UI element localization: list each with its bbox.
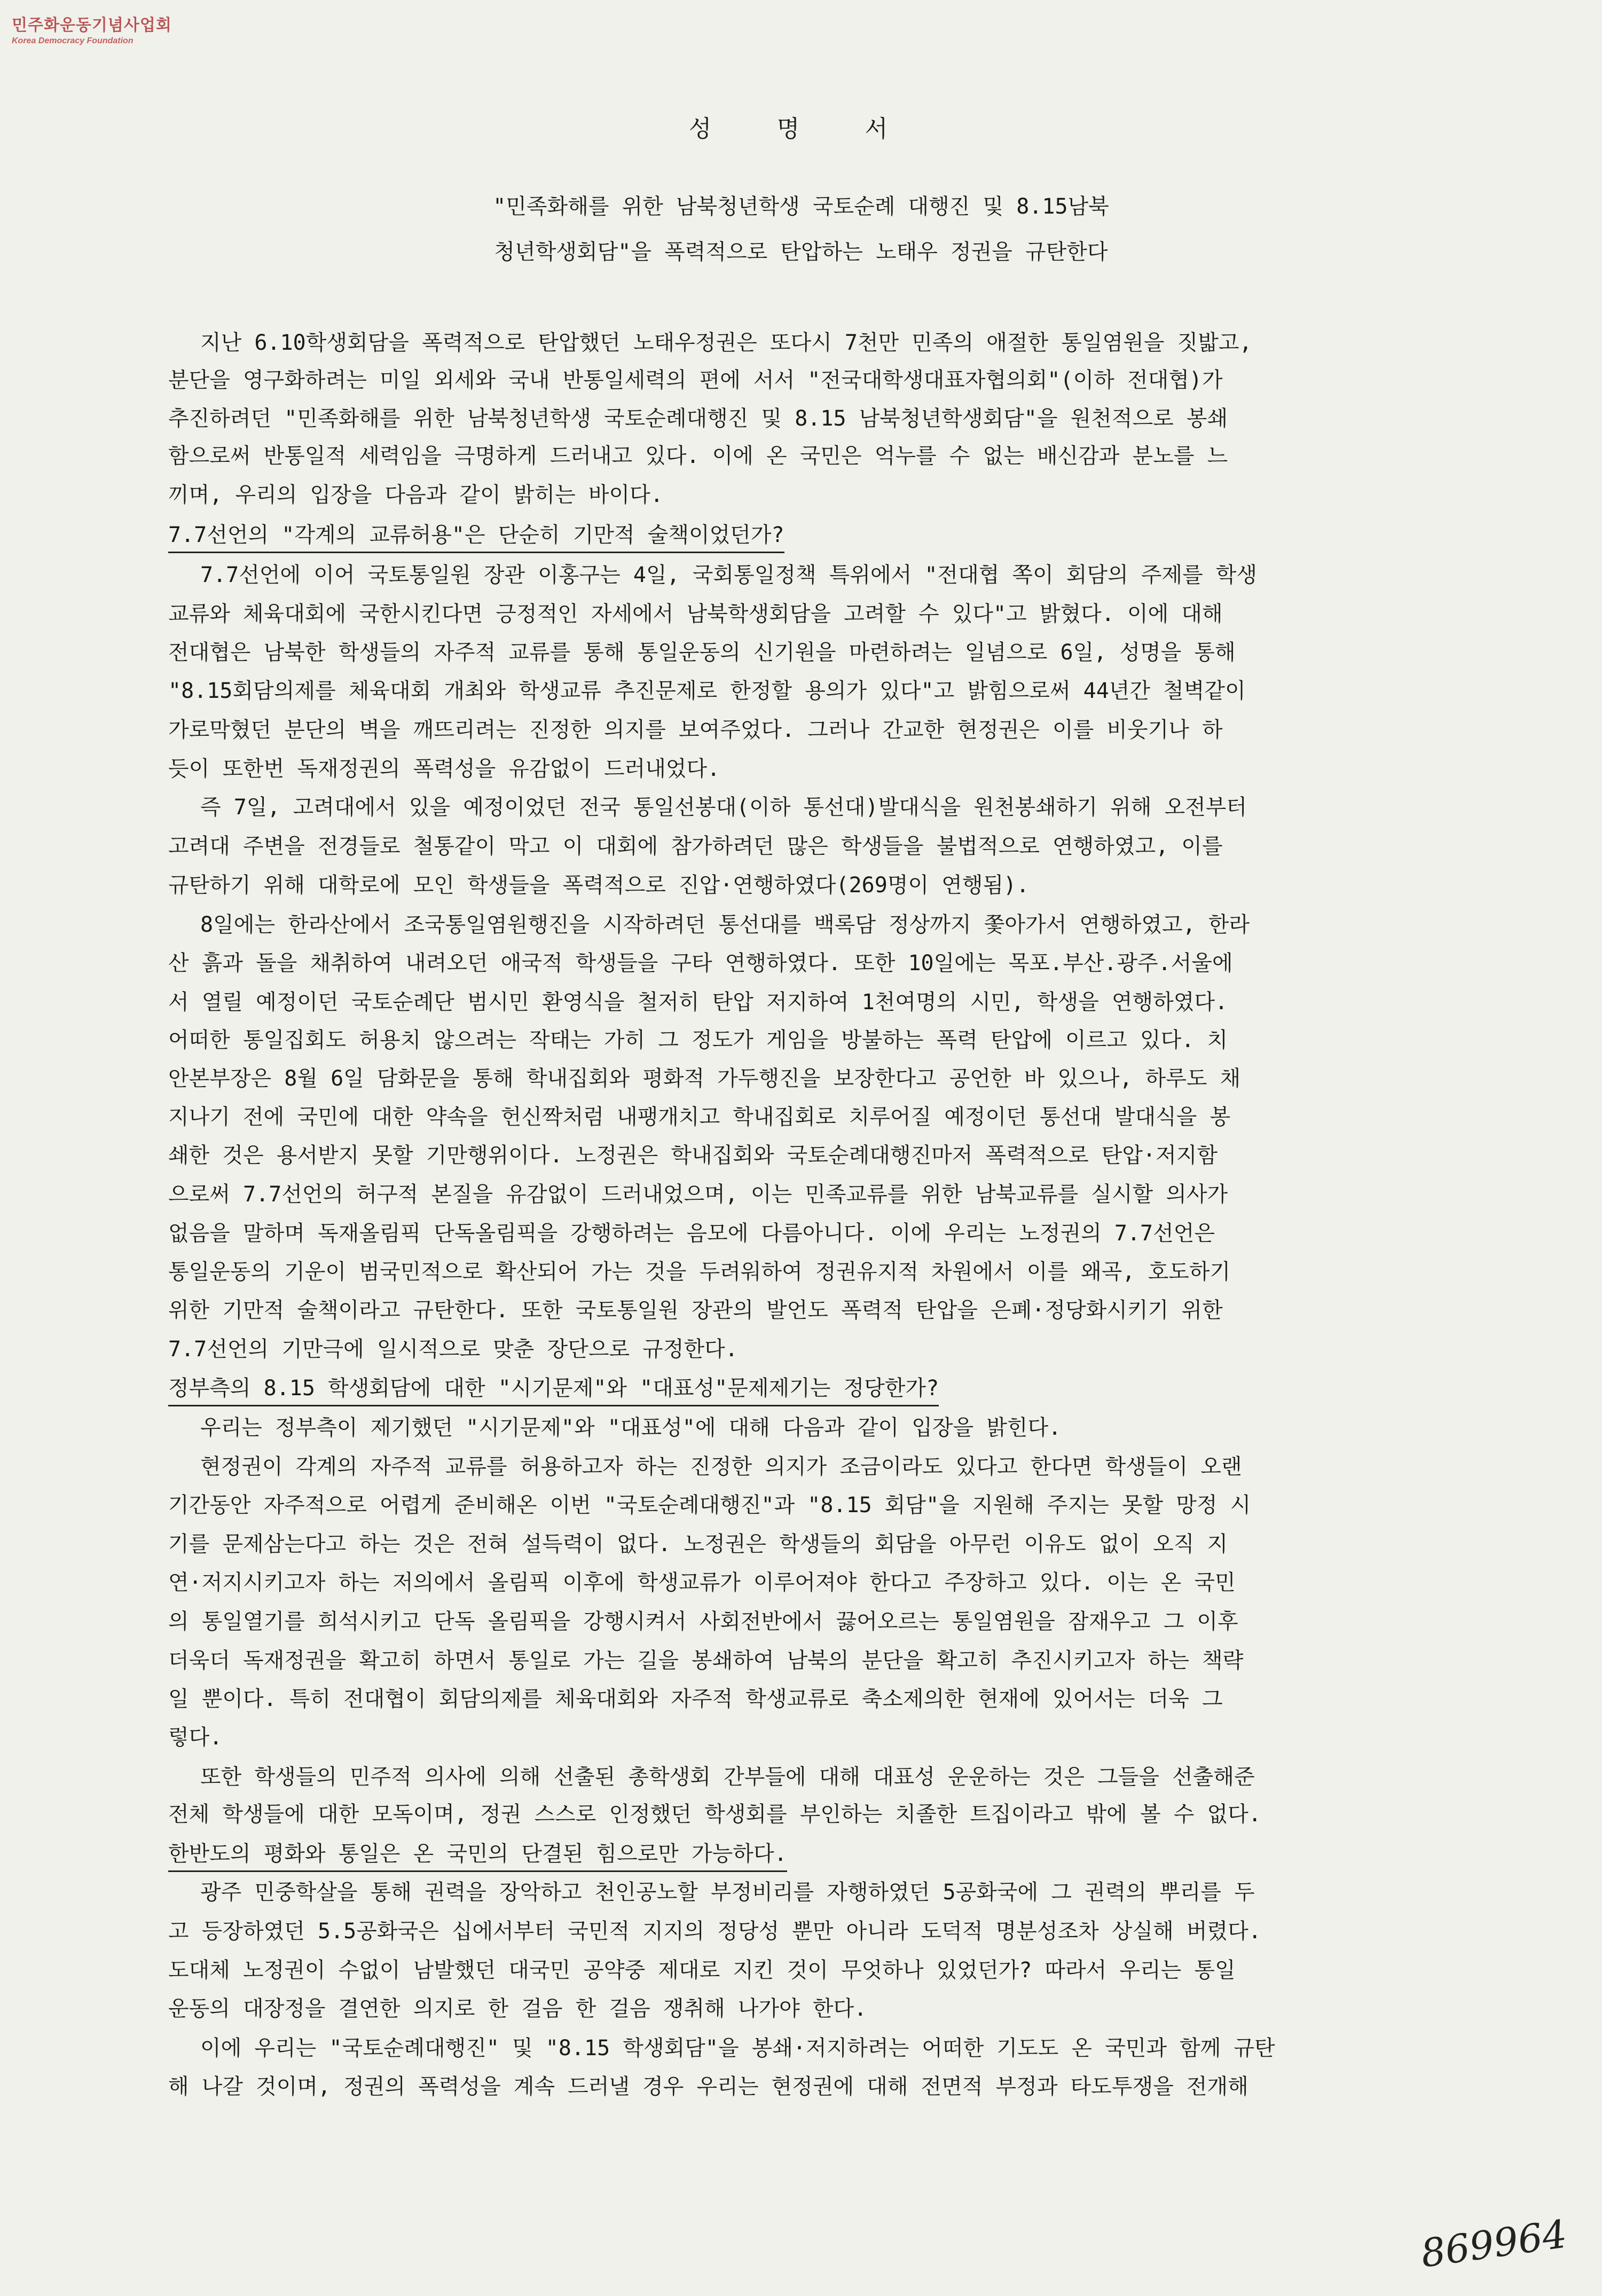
body-text-line: 위한 기만적 술책이라고 규탄한다. 또한 국토통일원 장관의 발언도 폭력적 탄압을 은폐·정당화시키기 위한 [168,1298,1223,1323]
body-text-line: 통일운동의 기운이 범국민적으로 확산되어 가는 것을 두려워하여 정권유지적 차원에서 이를 왜곡, 호도하기 [168,1260,1231,1284]
section-heading: 정부측의 8.15 학생회담에 대한 "시기문제"와 "대표성"문제제기는 정당한가? [168,1371,939,1406]
body-text-line: 쇄한 것은 용서받지 못할 기만행위이다. 노정권은 학내집회와 국토순례대행진마저 폭력적으로 탄압·저지함 [168,1143,1218,1168]
body-text-line: 연·저지시키고자 하는 저의에서 올림픽 이후에 학생교류가 이루어져야 한다고 주장하고 있다. 이는 온 국민 [168,1570,1236,1595]
body-text-line: 규탄하기 위해 대학로에 모인 학생들을 폭력적으로 진압·연행하였다(269명이 연행됨). [168,873,1030,898]
body-text-line: 우리는 정부측이 제기했던 "시기문제"와 "대표성"에 대해 다음과 같이 입장을 밝힌다. [200,1416,1062,1440]
body-text-line: 서 열릴 예정이던 국토순례단 범시민 환영식을 철저히 탄압 저지하여 1천여명의 시민, 학생을 연행하였다. [168,990,1228,1015]
body-text-line: 의 통일열기를 희석시키고 단독 올림픽을 강행시켜서 사회전반에서 끓어오르는 통일염원을 잠재우고 그 이후 [168,1609,1238,1634]
body-text-line: 지난 6.10학생회담을 폭력적으로 탄압했던 노태우정권은 또다시 7천만 민족의 애절한 통일염원을 짓밟고, [200,331,1252,355]
body-text-line: 기를 문제삼는다고 하는 것은 전혀 설득력이 없다. 노정권은 학생들의 회담을 아무런 이유도 없이 오직 지 [168,1532,1228,1556]
body-text-line: 고 등장하였던 5.5공화국은 십에서부터 국민적 지지의 정당성 뿐만 아니라 도덕적 명분성조차 상실해 버렸다. [168,1919,1261,1944]
archive-watermark-english: Korea Democracy Foundation [12,36,134,45]
body-text-line: 어떠한 통일집회도 허용치 않으려는 작태는 가히 그 정도가 게임을 방불하는 폭력 탄압에 이르고 있다. 치 [168,1028,1228,1052]
section-heading: 7.7선언의 "각계의 교류허용"은 단순히 기만적 술책이었던가? [168,518,784,553]
body-text-line: 운동의 대장정을 결연한 의지로 한 걸음 한 걸음 쟁취해 나가야 한다. [168,1996,867,2021]
body-text-line: 끼며, 우리의 입장을 다음과 같이 밝히는 바이다. [168,483,663,507]
body-text-line: 기간동안 자주적으로 어렵게 준비해온 이번 "국토순례대행진"과 "8.15 회담"을 지원해 주지는 못할 망정 시 [168,1493,1251,1517]
body-text-line: 현정권이 각계의 자주적 교류를 허용하고자 하는 진정한 의지가 조금이라도 있다고 한다면 학생들이 오랜 [200,1454,1242,1479]
body-text-line: 없음을 말하며 독재올림픽 단독올림픽을 강행하려는 음모에 다름아니다. 이에 우리는 노정권의 7.7선언은 [168,1221,1215,1246]
document-subtitle-line-2: 청년학생회담"을 폭력적으로 탄압하는 노태우 정권을 규탄한다 [494,240,1108,264]
body-text-line: 함으로써 반통일적 세력임을 극명하게 드러내고 있다. 이에 온 국민은 억누를 수 없는 배신감과 분노를 느 [168,444,1228,468]
body-text-line: 듯이 또한번 독재정권의 폭력성을 유감없이 드러내었다. [168,757,720,781]
body-text-line: 일 뿐이다. 특히 전대협이 회담의제를 체육대회와 자주적 학생교류로 축소제의한 현재에 있어서는 더욱 그 [168,1687,1223,1711]
handwritten-reference-number: 869964 [1418,2211,1570,2276]
body-text-line: 또한 학생들의 민주적 의사에 의해 선출된 총학생회 간부들에 대해 대표성 운운하는 것은 그들을 선출해준 [200,1765,1255,1789]
body-text-line: 추진하려던 "민족화해를 위한 남북청년학생 국토순례대행진 및 8.15 남북청년학생회담"을 원천적으로 봉쇄 [168,406,1228,431]
body-text-line: 즉 7일, 고려대에서 있을 예정이었던 전국 통일선봉대(이하 통선대)발대식을 원천봉쇄하기 위해 오전부터 [200,795,1247,820]
body-text-line: "8.15회담의제를 체육대회 개최와 학생교류 추진문제로 한정할 용의가 있다"고 밝힘으로써 44년간 철벽같이 [168,679,1246,703]
body-text-line: 가로막혔던 분단의 벽을 깨뜨리려는 진정한 의지를 보여주었다. 그러나 간교한 현정권은 이를 비웃기나 하 [168,718,1223,742]
body-text-line: 8일에는 한라산에서 조국통일염원행진을 시작하려던 통선대를 백록담 정상까지 쫓아가서 연행하였고, 한라 [200,913,1250,937]
body-text-line: 안본부장은 8월 6일 담화문을 통해 학내집회와 평화적 가두행진을 보장한다고 공언한 바 있으나, 하루도 채 [168,1066,1241,1091]
body-text-line: 전대협은 남북한 학생들의 자주적 교류를 통해 통일운동의 신기원을 마련하려는 일념으로 6일, 성명을 통해 [168,640,1236,665]
archive-watermark-korean: 민주화운동기념사업회 [12,16,172,35]
document-title: 성 명 서 [688,115,914,143]
document-subtitle-line-1: "민족화해를 위한 남북청년학생 국토순례 대행진 및 8.15남북 [493,194,1109,219]
body-text-line: 7.7선언의 기만극에 일시적으로 맞춘 장단으로 규정한다. [168,1337,738,1362]
body-text-line: 고려대 주변을 전경들로 철통같이 막고 이 대회에 참가하려던 많은 학생들을 불법적으로 연행하였고, 이를 [168,834,1223,859]
body-text-line: 산 흙과 돌을 채취하여 내려오던 애국적 학생들을 구타 연행하였다. 또한 10일에는 목포.부산.광주.서울에 [168,951,1233,976]
body-text-line: 으로써 7.7선언의 허구적 본질을 유감없이 드러내었으며, 이는 민족교류를 위한 남북교류를 실시할 의사가 [168,1182,1228,1207]
body-text-line: 전체 학생들에 대한 모독이며, 정권 스스로 인정했던 학생회를 부인하는 치졸한 트집이라고 밖에 볼 수 없다. [168,1802,1261,1827]
section-heading: 한반도의 평화와 통일은 온 국민의 단결된 힘으로만 가능하다. [168,1837,787,1872]
body-text-line: 7.7선언에 이어 국토통일원 장관 이홍구는 4일, 국회통일정책 특위에서 "전대협 쪽이 회담의 주제를 학생 [200,563,1258,587]
body-text-line: 지나기 전에 국민에 대한 약속을 헌신짝처럼 내팽개치고 학내집회로 치루어질 예정이던 통선대 발대식을 봉 [168,1105,1231,1129]
body-text-line: 도대체 노정권이 수없이 남발했던 대국민 공약중 제대로 지킨 것이 무엇하나 있었던가? 따라서 우리는 통일 [168,1958,1236,1983]
body-text-line: 이에 우리는 "국토순례대행진" 및 "8.15 학생회담"을 봉쇄·저지하려는 어떠한 기도도 온 국민과 함께 규탄 [200,2036,1275,2061]
body-text-line: 더욱더 독재정권을 확고히 하면서 통일로 가는 길을 봉쇄하여 남북의 분단을 확고히 추진시키고자 하는 책략 [168,1648,1244,1673]
body-text-line: 렇다. [168,1725,223,1750]
body-text-line: 분단을 영구화하려는 미일 외세와 국내 반통일세력의 편에 서서 "전국대학생대표자협의회"(이하 전대협)가 [168,368,1223,392]
body-text-line: 광주 민중학살을 통해 권력을 장악하고 천인공노할 부정비리를 자행하였던 5공화국에 그 권력의 뿌리를 두 [200,1880,1255,1905]
body-text-line: 해 나갈 것이며, 정권의 폭력성을 계속 드러낼 경우 우리는 현정권에 대해 전면적 부정과 타도투쟁을 전개해 [168,2074,1248,2099]
body-text-line: 교류와 체육대회에 국한시킨다면 긍정적인 자세에서 남북학생회담을 고려할 수 있다"고 밝혔다. 이에 대해 [168,602,1223,626]
